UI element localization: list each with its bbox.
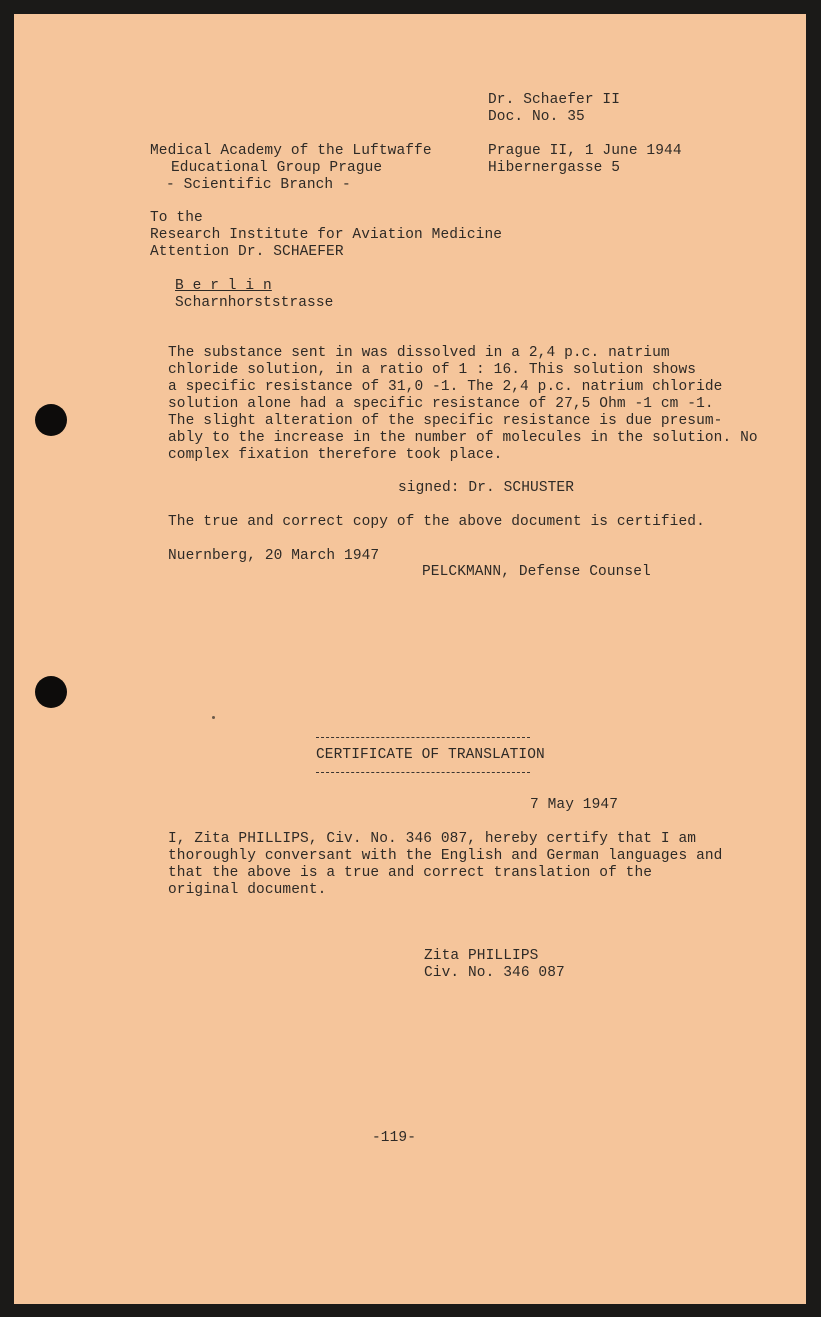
street: Scharnhorststrasse [175, 295, 334, 311]
certificate-rule-bottom [316, 772, 530, 773]
body-line-3: a specific resistance of 31,0 -1. The 2,4 p.c. natrium chloride [168, 379, 723, 395]
body-line-5: The slight alteration of the specific resistance is due presum- [168, 413, 723, 429]
certificate-text-1: I, Zita PHILLIPS, Civ. No. 346 087, hereby certify that I am [168, 831, 697, 847]
signature-line: signed: Dr. SCHUSTER [398, 480, 575, 496]
sender-line-2: Educational Group Prague [171, 160, 383, 176]
translator-civ-no: Civ. No. 346 087 [424, 965, 565, 981]
recipient-line-2: Research Institute for Aviation Medicine [150, 227, 503, 243]
recipient-line-3: Attention Dr. SCHAEFER [150, 244, 344, 260]
sender-line-3: - Scientific Branch - [166, 177, 351, 193]
certificate-text-2: thoroughly conversant with the English and German languages and [168, 848, 723, 864]
punch-hole-top [35, 404, 67, 436]
body-line-7: complex fixation therefore took place. [168, 447, 503, 463]
city: B e r l i n [175, 278, 272, 294]
body-line-4: solution alone had a specific resistance of 27,5 Ohm -1 cm -1. [168, 396, 714, 412]
body-line-2: chloride solution, in a ratio of 1 : 16. This solution shows [168, 362, 697, 378]
body-line-1: The substance sent in was dissolved in a 2,4 p.c. natrium [168, 345, 670, 361]
defense-counsel: PELCKMANN, Defense Counsel [422, 564, 651, 580]
sender-line-1: Medical Academy of the Luftwaffe [150, 143, 432, 159]
reference-line-1: Dr. Schaefer II [488, 92, 621, 108]
certificate-text-4: original document. [168, 882, 327, 898]
translator-name: Zita PHILLIPS [424, 948, 539, 964]
date-line: Prague II, 1 June 1944 [488, 143, 682, 159]
street-line: Hibernergasse 5 [488, 160, 621, 176]
place-date: Nuernberg, 20 March 1947 [168, 548, 380, 564]
page-number: -119- [372, 1130, 417, 1146]
recipient-line-1: To the [150, 210, 203, 226]
paper-speck [212, 716, 215, 719]
document-page [14, 14, 806, 1304]
certificate-text-3: that the above is a true and correct translation of the [168, 865, 653, 881]
reference-line-2: Doc. No. 35 [488, 109, 585, 125]
certified-line: The true and correct copy of the above document is certified. [168, 514, 705, 530]
certificate-title: CERTIFICATE OF TRANSLATION [316, 747, 545, 763]
body-line-6: ably to the increase in the number of molecules in the solution. No [168, 430, 758, 446]
certificate-rule-top [316, 737, 530, 738]
certificate-date: 7 May 1947 [530, 797, 619, 813]
punch-hole-bottom [35, 676, 67, 708]
